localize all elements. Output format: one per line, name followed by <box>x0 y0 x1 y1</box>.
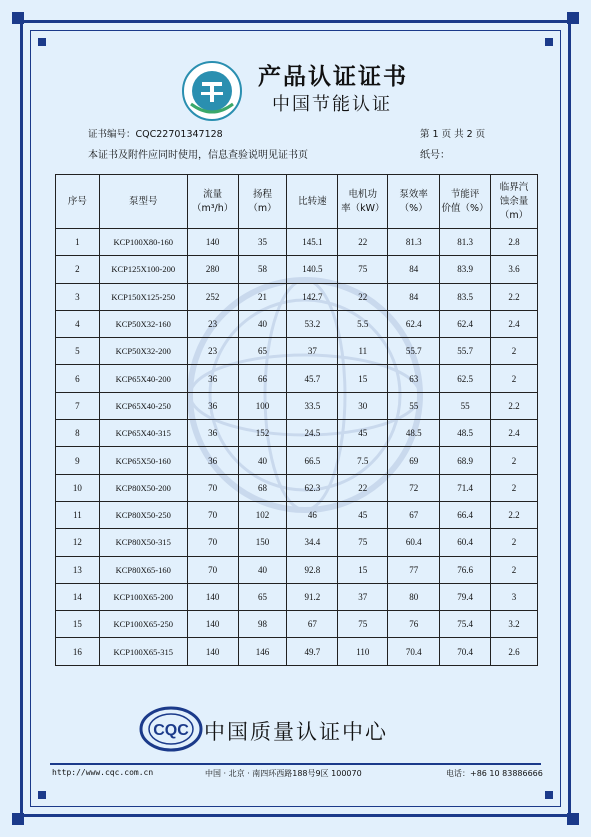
table-cell: 63 <box>388 365 440 392</box>
table-cell: 68 <box>238 474 287 501</box>
table-cell: 33.5 <box>287 392 338 419</box>
table-cell: 83.5 <box>440 283 491 310</box>
table-cell: 252 <box>187 283 238 310</box>
table-cell: 45.7 <box>287 365 338 392</box>
table-cell: 110 <box>338 638 388 665</box>
table-cell: 70 <box>187 501 238 528</box>
table-cell: KCP125X100-200 <box>99 256 187 283</box>
table-cell: 2 <box>491 338 538 365</box>
corner-ornament <box>567 12 579 24</box>
table-cell: 34.4 <box>287 529 338 556</box>
table-cell: 140.5 <box>287 256 338 283</box>
phone-number: 电话：+86 10 83886666 <box>446 769 543 778</box>
table-cell: 76 <box>388 611 440 638</box>
table-cell: 66.4 <box>440 501 491 528</box>
table-cell: 55 <box>388 392 440 419</box>
table-cell: 8 <box>56 420 100 447</box>
footer-divider <box>50 763 541 765</box>
table-row <box>56 310 538 337</box>
table-cell: 4 <box>56 310 100 337</box>
table-cell: 2 <box>491 556 538 583</box>
table-cell: 140 <box>187 638 238 665</box>
table-cell: 40 <box>238 556 287 583</box>
table-cell: 77 <box>388 556 440 583</box>
table-row <box>56 501 538 528</box>
table-cell: 37 <box>338 583 388 610</box>
table-cell: 2.2 <box>491 283 538 310</box>
table-cell: 69 <box>388 447 440 474</box>
table-cell: 36 <box>187 447 238 474</box>
table-cell: 68.9 <box>440 447 491 474</box>
table-cell: 5 <box>56 338 100 365</box>
table-row <box>56 365 538 392</box>
table-cell: 35 <box>238 229 287 256</box>
table-cell: 55.7 <box>388 338 440 365</box>
table-cell: 2 <box>491 474 538 501</box>
table-cell: 140 <box>187 229 238 256</box>
paper-number: 纸号： <box>420 150 450 161</box>
table-cell: 60.4 <box>388 529 440 556</box>
table-cell: 2 <box>491 529 538 556</box>
column-header: 比转速 <box>287 175 338 229</box>
table-cell: KCP80X50-315 <box>99 529 187 556</box>
table-row <box>56 638 538 665</box>
table-cell: 58 <box>238 256 287 283</box>
table-cell: 75 <box>338 529 388 556</box>
column-header: 电机功 率（kW） <box>338 175 388 229</box>
table-row <box>56 611 538 638</box>
table-cell: KCP80X50-200 <box>99 474 187 501</box>
table-cell: 66.5 <box>287 447 338 474</box>
table-cell: KCP150X125-250 <box>99 283 187 310</box>
table-cell: 2.2 <box>491 501 538 528</box>
table-cell: 14 <box>56 583 100 610</box>
table-cell: 81.3 <box>440 229 491 256</box>
table-cell: 70 <box>187 556 238 583</box>
table-row <box>56 283 538 310</box>
website-link[interactable]: http://www.cqc.com.cn <box>52 768 154 777</box>
column-header: 流量 （m³/h） <box>187 175 238 229</box>
table-cell: 49.7 <box>287 638 338 665</box>
column-header: 泵效率 （%） <box>388 175 440 229</box>
table-row <box>56 229 538 256</box>
table-cell: 12 <box>56 529 100 556</box>
table-cell: 37 <box>287 338 338 365</box>
certificate-title: 产品认证证书 <box>258 64 408 90</box>
column-header: 临界汽 蚀余量 （m） <box>491 175 538 229</box>
address: 中国 · 北京 · 南四环西路188号9区 100070 <box>205 769 362 778</box>
table-cell: KCP100X65-200 <box>99 583 187 610</box>
table-cell: KCP65X40-200 <box>99 365 187 392</box>
table-cell: 100 <box>238 392 287 419</box>
table-cell: 91.2 <box>287 583 338 610</box>
corner-ornament <box>545 791 553 799</box>
table-cell: 2.8 <box>491 229 538 256</box>
table-cell: 280 <box>187 256 238 283</box>
table-cell: 36 <box>187 420 238 447</box>
table-cell: 2 <box>491 447 538 474</box>
table-cell: 22 <box>338 229 388 256</box>
organization-name: 中国质量认证中心 <box>204 720 388 744</box>
table-cell: KCP100X65-250 <box>99 611 187 638</box>
table-cell: 48.5 <box>388 420 440 447</box>
table-cell: KCP65X40-315 <box>99 420 187 447</box>
table-cell: 75 <box>338 256 388 283</box>
corner-ornament <box>545 38 553 46</box>
table-cell: 7.5 <box>338 447 388 474</box>
table-cell: 62.5 <box>440 365 491 392</box>
corner-ornament <box>12 813 24 825</box>
table-cell: 70.4 <box>388 638 440 665</box>
table-cell: 140 <box>187 583 238 610</box>
table-row <box>56 556 538 583</box>
table-cell: 2 <box>491 365 538 392</box>
table-cell: 76.6 <box>440 556 491 583</box>
table-row <box>56 338 538 365</box>
corner-ornament <box>12 12 24 24</box>
table-cell: 75 <box>338 611 388 638</box>
table-cell: 11 <box>56 501 100 528</box>
table-cell: 67 <box>287 611 338 638</box>
table-cell: 45 <box>338 501 388 528</box>
table-cell: 23 <box>187 338 238 365</box>
table-row <box>56 256 538 283</box>
usage-notice: 本证书及附件应同时使用，信息查验说明见证书页 <box>88 150 308 161</box>
corner-ornament <box>38 38 46 46</box>
table-cell: 142.7 <box>287 283 338 310</box>
table-cell: 71.4 <box>440 474 491 501</box>
table-cell: 22 <box>338 474 388 501</box>
corner-ornament <box>38 791 46 799</box>
table-cell: 3 <box>491 583 538 610</box>
table-cell: 23 <box>187 310 238 337</box>
table-cell: KCP65X40-250 <box>99 392 187 419</box>
table-row <box>56 392 538 419</box>
table-cell: 60.4 <box>440 529 491 556</box>
table-cell: 7 <box>56 392 100 419</box>
table-cell: 6 <box>56 365 100 392</box>
table-cell: 66 <box>238 365 287 392</box>
corner-ornament <box>567 813 579 825</box>
table-cell: KCP65X50-160 <box>99 447 187 474</box>
certificate-subtitle: 中国节能认证 <box>272 94 392 115</box>
table-cell: 70 <box>187 529 238 556</box>
table-cell: 80 <box>388 583 440 610</box>
table-cell: 53.2 <box>287 310 338 337</box>
table-cell: 2.2 <box>491 392 538 419</box>
table-cell: 152 <box>238 420 287 447</box>
table-cell: 62.4 <box>440 310 491 337</box>
table-cell: 36 <box>187 365 238 392</box>
table-cell: 150 <box>238 529 287 556</box>
table-cell: 84 <box>388 283 440 310</box>
table-cell: 75.4 <box>440 611 491 638</box>
table-cell: 2.6 <box>491 638 538 665</box>
table-cell: 2 <box>56 256 100 283</box>
cqc-logo <box>138 706 204 752</box>
table-cell: 62.4 <box>388 310 440 337</box>
table-cell: 65 <box>238 583 287 610</box>
table-cell: 36 <box>187 392 238 419</box>
table-cell: 145.1 <box>287 229 338 256</box>
table-cell: 140 <box>187 611 238 638</box>
table-row <box>56 583 538 610</box>
table-cell: 40 <box>238 447 287 474</box>
table-cell: 10 <box>56 474 100 501</box>
table-cell: 102 <box>238 501 287 528</box>
table-cell: 55 <box>440 392 491 419</box>
table-cell: KCP50X32-160 <box>99 310 187 337</box>
table-cell: 16 <box>56 638 100 665</box>
energy-certification-logo <box>181 60 243 122</box>
table-header-row <box>56 175 538 229</box>
table-cell: 21 <box>238 283 287 310</box>
table-cell: 30 <box>338 392 388 419</box>
table-cell: 15 <box>56 611 100 638</box>
table-cell: 3 <box>56 283 100 310</box>
table-cell: 67 <box>388 501 440 528</box>
table-cell: 9 <box>56 447 100 474</box>
table-cell: 1 <box>56 229 100 256</box>
table-row <box>56 474 538 501</box>
table-cell: 3.6 <box>491 256 538 283</box>
table-cell: 70.4 <box>440 638 491 665</box>
table-cell: 81.3 <box>388 229 440 256</box>
table-cell: 83.9 <box>440 256 491 283</box>
table-cell: 15 <box>338 556 388 583</box>
table-cell: 55.7 <box>440 338 491 365</box>
table-cell: 2.4 <box>491 420 538 447</box>
table-cell: 65 <box>238 338 287 365</box>
table-cell: 70 <box>187 474 238 501</box>
product-table <box>55 174 538 666</box>
table-cell: 2.4 <box>491 310 538 337</box>
table-cell: 46 <box>287 501 338 528</box>
table-cell: 48.5 <box>440 420 491 447</box>
table-cell: KCP100X65-315 <box>99 638 187 665</box>
column-header: 序号 <box>56 175 100 229</box>
table-cell: 146 <box>238 638 287 665</box>
table-cell: 72 <box>388 474 440 501</box>
table-cell: 3.2 <box>491 611 538 638</box>
certificate-number: 证书编号：CQC22701347128 <box>88 129 223 140</box>
table-cell: 11 <box>338 338 388 365</box>
column-header: 泵型号 <box>99 175 187 229</box>
page-info: 第 1 页 共 2 页 <box>420 129 486 140</box>
column-header: 节能评 价值（%） <box>440 175 491 229</box>
table-cell: 22 <box>338 283 388 310</box>
table-cell: 79.4 <box>440 583 491 610</box>
table-row <box>56 420 538 447</box>
column-header: 扬程 （m） <box>238 175 287 229</box>
table-row <box>56 529 538 556</box>
table-row <box>56 447 538 474</box>
table-cell: KCP80X50-250 <box>99 501 187 528</box>
table-cell: 40 <box>238 310 287 337</box>
table-cell: 84 <box>388 256 440 283</box>
table-cell: 5.5 <box>338 310 388 337</box>
table-cell: 62.3 <box>287 474 338 501</box>
table-cell: 98 <box>238 611 287 638</box>
table-cell: 15 <box>338 365 388 392</box>
table-cell: 92.8 <box>287 556 338 583</box>
table-cell: 13 <box>56 556 100 583</box>
table-cell: KCP50X32-200 <box>99 338 187 365</box>
table-cell: KCP100X80-160 <box>99 229 187 256</box>
table-cell: KCP80X65-160 <box>99 556 187 583</box>
table-cell: 24.5 <box>287 420 338 447</box>
table-cell: 45 <box>338 420 388 447</box>
svg-text:CQC: CQC <box>153 722 189 739</box>
